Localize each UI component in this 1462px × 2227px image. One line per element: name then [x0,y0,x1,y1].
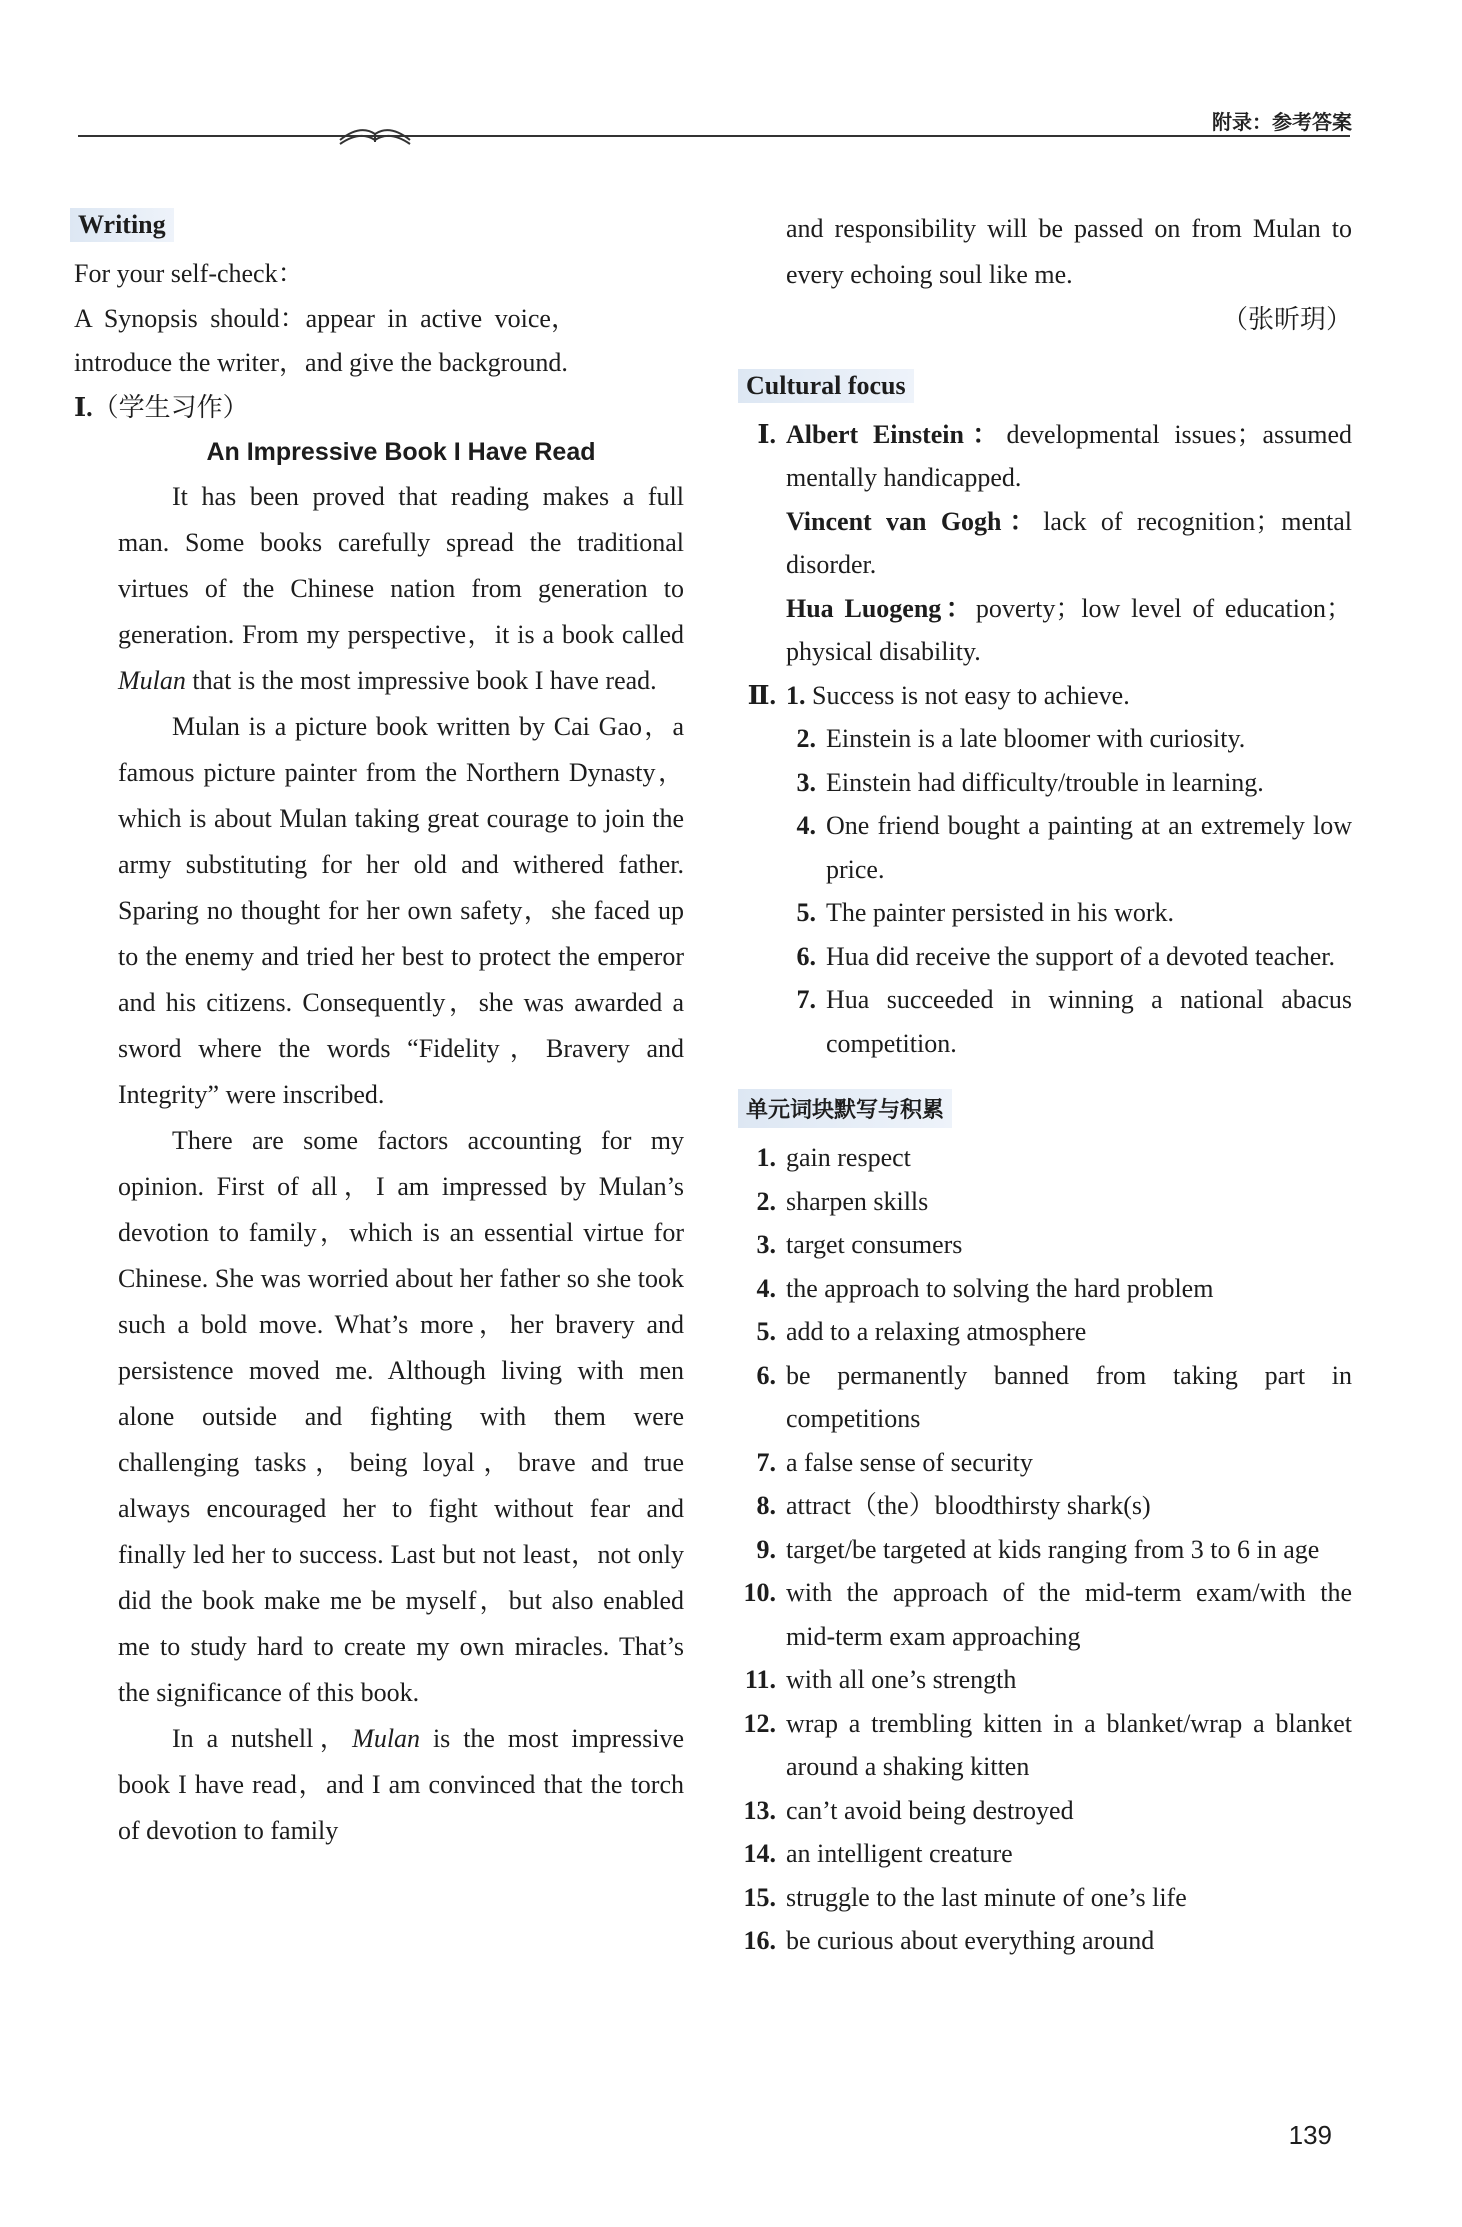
answer-number: 2. [796,724,816,753]
right-column [742,206,1352,1963]
cultural-item [742,413,1352,500]
essay-p4-text: In a nutshell， [172,1724,353,1753]
cf-text: developmental issues；assumed mentally handicapped. [786,419,1352,492]
vocab-text: with all one’s strength [786,1665,1017,1694]
vocab-number: 6. [756,1360,776,1390]
vocab-number: 8. [756,1491,776,1520]
self-check: For your self-check： [74,259,304,288]
vocab-item [742,1919,1352,1963]
author-name: （张昕玥） [1221,305,1352,334]
vocab-text: struggle to the last minute of one’s life [786,1882,1187,1912]
answer-item [742,674,1352,718]
answer-text: Einstein is a late bloomer with curiosity. [826,724,1246,753]
vocab-heading: 单元词块默写与积累 [738,1089,952,1128]
cf-entry [786,500,1352,587]
vocab-item [742,1876,1352,1920]
vocab-text: wrap a trembling kitten in a blanket/wrap a blanket around a shaking kitten [786,1708,1352,1781]
synopsis-line-2: introduce the writer，and give the background. [74,348,568,377]
vocab-text: attract（the）bloodthirsty shark(s) [786,1491,1151,1520]
vocab-item [742,1702,1352,1789]
answer-text: Hua did receive the support of a devoted teacher. [826,941,1335,971]
vocab-number: 13. [743,1795,776,1825]
roman-two: Ⅱ. [747,680,776,710]
answer-number: 4. [796,811,816,840]
vocab-number: 2. [756,1186,776,1216]
cultural-focus-heading: Cultural focus [738,369,914,403]
roman-one: Ⅰ. [74,392,93,422]
synopsis-line-1: A Synopsis should：appear in active voice， [74,303,577,333]
open-book-icon [330,112,420,152]
vocab-item [742,1789,1352,1833]
answer-text: The painter persisted in his work. [826,898,1175,927]
answer-number: 5. [796,898,816,927]
answer-number: 3. [796,767,816,797]
answer-number: 7. [796,985,816,1014]
vocab-text: with the approach of the mid-term exam/with the mid-term exam approaching [786,1578,1352,1651]
vocab-text: add to a relaxing atmosphere [786,1317,1087,1346]
vocab-text: be permanently banned from taking part in competitions [786,1360,1352,1433]
essay-paragraph-2: Mulan is a picture book written by Cai Gao，a famous picture painter from the Northern Dynasty，which is about Mulan taking great courage to join the army substituting for her old and withered father. Sparing no thought for her own safety，she faced up to the enemy and tried her best to protect the emperor and his citizens. Consequently，she was awarded a sword where the words “Fidelity，Bravery and Integrity” were inscribed. [118,712,684,1109]
vocab-text: target consumers [786,1230,963,1259]
vocab-number: 9. [756,1534,776,1564]
header-rule [78,135,1350,137]
vocab-number: 5. [756,1317,776,1346]
vocab-item [742,1180,1352,1224]
vocab-item [742,1310,1352,1354]
essay-p4-end: is the most impressive book I have read，and I am convinced that the torch of devotion to family [118,1724,684,1845]
vocab-text: gain respect [786,1143,911,1172]
spacer [742,500,776,587]
vocab-text: sharpen skills [786,1186,929,1216]
answer-item [742,761,1352,805]
student-work: （学生习作） [92,392,249,422]
cf-name: Vincent van Gogh： [786,506,1044,536]
vocab-item [742,1658,1352,1702]
vocab-number: 14. [743,1839,776,1868]
cf-name: Hua Luogeng： [786,593,976,623]
left-column [74,200,684,1854]
vocab-item [742,1223,1352,1267]
vocab-item [742,1354,1352,1441]
essay-p1-end: that is the most impressive book I have read. [185,666,657,695]
vocab-text: the approach to solving the hard problem [786,1273,1214,1303]
roman-one-cf: Ⅰ. [757,419,776,449]
essay-paragraph-3: There are some factors accounting for my opinion. First of all，I am impressed by Mulan’s devotion to family，which is an essential virtue for Chinese. She was worried about her father so she took such a bold move. What’s more，her bravery and persistence moved me. Although living with men alone outside and fighting with them were challenging tasks，being loyal，brave and true always encouraged her to fight without fear and finally led her to success. Last but not least，not only did the book make me be myself，but also enabled me to study hard to create my own miracles. That’s the significance of this book. [118,1126,684,1707]
vocab-number: 1. [756,1143,776,1172]
essay-p1-italic: Mulan [118,666,186,695]
cf-name: Albert Einstein： [786,419,1007,449]
essay-continuation: and responsibility will be passed on from Mulan to every echoing soul like me. [786,214,1352,289]
cf-entry [786,413,1352,500]
answer-text: Hua succeeded in winning a national abacus competition. [826,985,1352,1058]
vocab-text: a false sense of security [786,1447,1033,1477]
vocab-item [742,1267,1352,1311]
vocab-number: 16. [743,1926,776,1955]
essay-paragraph-1 [118,474,684,704]
essay-title: An Impressive Book I Have Read [206,438,596,466]
cf-text: lack of recognition；mental disorder. [786,506,1353,579]
vocab-number: 11. [744,1665,776,1694]
essay-p4-italic: Mulan [352,1724,421,1753]
vocab-number: 12. [743,1708,776,1738]
answer-number: 6. [796,941,816,971]
vocab-item [742,1528,1352,1572]
vocab-number: 15. [743,1882,776,1912]
vocab-item [742,1136,1352,1180]
answer-item [742,978,1352,1065]
answer-item [742,935,1352,979]
student-work-label [74,386,684,431]
answer-item [742,804,1352,891]
essay-p1-text: It has been proved that reading makes a full man. Some books carefully spread the traditional virtues of the Chinese nation from generation to generation. From my perspective，it is a book called [118,482,684,649]
answer-text: Success is not easy to achieve. [812,680,1130,710]
vocab-text: can’t avoid being destroyed [786,1795,1074,1825]
answer-item [742,891,1352,935]
vocab-number: 10. [743,1578,776,1607]
answer-item [742,717,1352,761]
page-number: 139 [1288,2120,1332,2150]
essay-paragraph-4 [118,1716,684,1854]
vocab-number: 4. [756,1273,776,1303]
answer-number: 1. [786,680,806,710]
vocab-item [742,1441,1352,1485]
cf-text: poverty；low level of education；physical disability. [786,593,1352,666]
vocab-text: be curious about everything around [786,1926,1155,1955]
vocab-text: target/be targeted at kids ranging from 3 to 6 in age [786,1534,1320,1564]
vocab-item [742,1832,1352,1876]
vocab-item [742,1484,1352,1528]
vocab-text: an intelligent creature [786,1839,1013,1868]
cultural-item [742,500,1352,587]
answer-text: One friend bought a painting at an extremely low price. [826,811,1352,884]
header-label: 附录：参考答案 [1212,110,1352,134]
writing-heading: Writing [70,208,174,242]
vocab-number: 3. [756,1230,776,1259]
spacer [742,587,776,674]
vocab-item [742,1571,1352,1658]
vocab-number: 7. [756,1447,776,1477]
answer-text: Einstein had difficulty/trouble in learning. [826,767,1264,797]
answer-entry [786,674,1352,718]
cf-entry [786,587,1352,674]
cultural-item [742,587,1352,674]
